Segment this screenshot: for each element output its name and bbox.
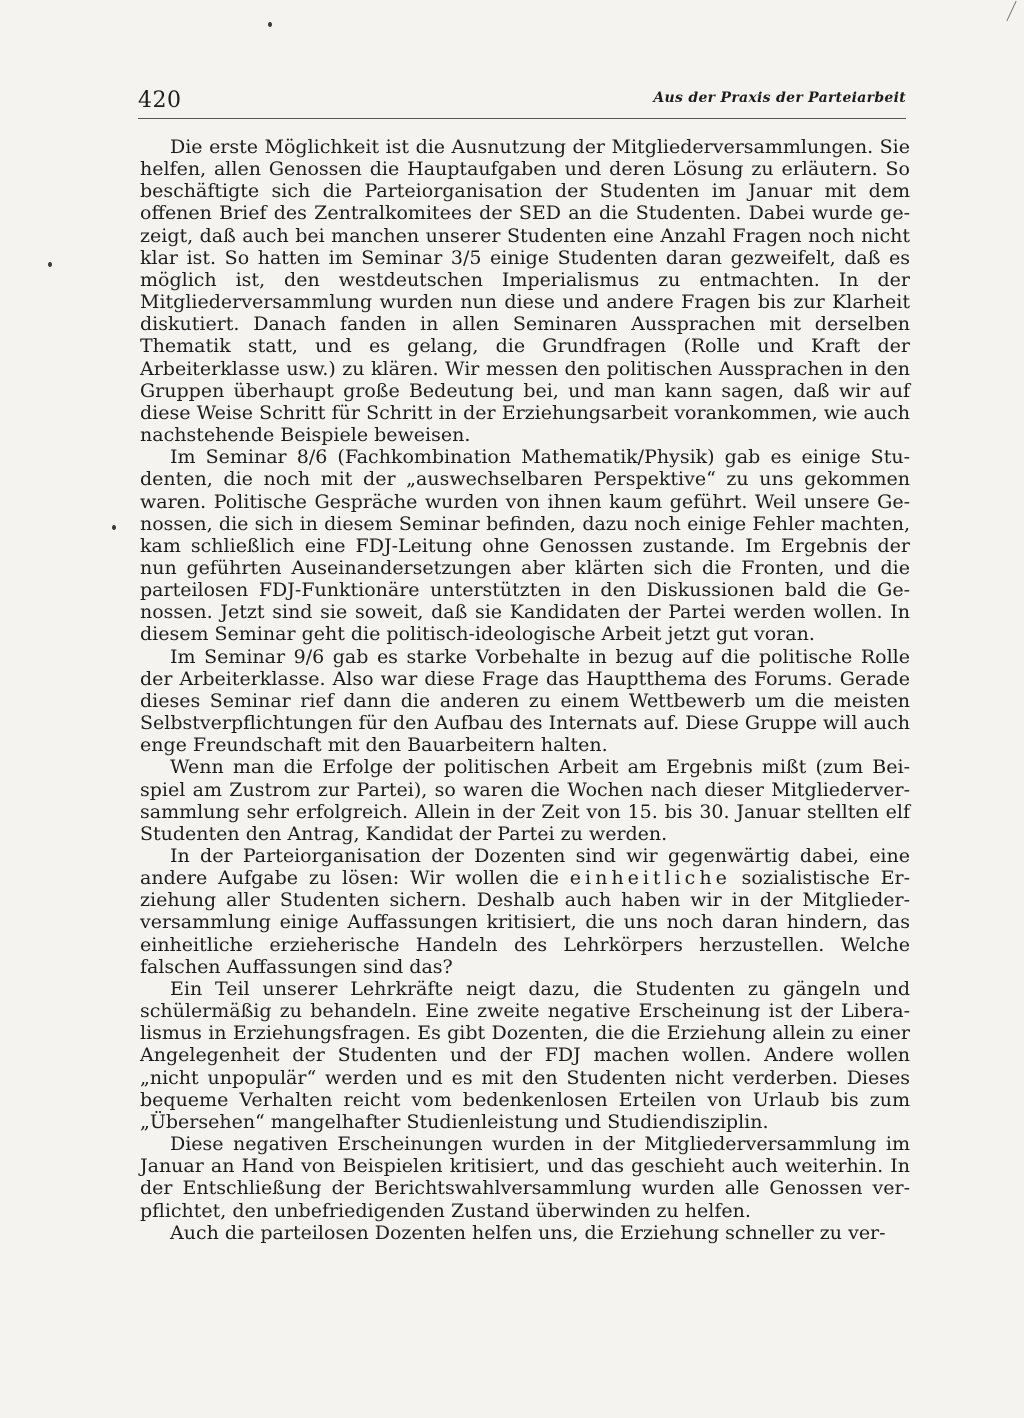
paragraph-5-start: In der Parteiorganisation der Dozenten sind wir gegenwärtig dabei, eine andere Aufgabe zu lösen: Wir wollen die [140,845,910,890]
scan-speck [268,22,272,27]
paragraph-1: Die erste Möglichkeit ist die Ausnutzung der Mitgliederversammlungen. Sie helfen, allen Genossen die Hauptaufgaben und deren Lösung zu erläutern. So beschäftigte sich die Parteiorganisation der Studenten im Januar mit dem offenen Brief des Zentralkomitees der SED an die Studenten. Dabei wurde gezeigt, daß auch bei manchen unserer Studenten eine Anzahl Fragen noch nicht klar ist. So hatten im Seminar 3/5 einige Studenten daran gezweifelt, daß es möglich ist, den westdeutschen Imperialismus zu entmachten. In der Mitgliederversammlung wurden nun diese und andere Fragen bis zur Klarheit diskutiert. Danach fanden in allen Seminaren Aussprachen mit derselben Thematik statt, und es gelang, die Grundfragen (Rolle und Kraft der Arbeiterklasse usw.) zu klären. Wir messen den politischen Aussprachen in den Gruppen überhaupt große Bedeutung bei, und man kann sagen, daß wir auf diese Weise Schritt für Schritt in der Erziehungsarbeit vorankommen, wie auch nachstehende Beispiele beweisen. [140,136,910,447]
paragraph-5-end: sozialistische Erziehung aller Studenten sichern. Deshalb auch haben wir in der Mitgliederversammlung einige Auffassungen kritisiert, die uns noch daran hindern, das einheitliche erzieherische Handeln des Lehrkörpers herzustellen. Welche falschen Auffassungen sind das? [140,867,911,978]
scan-speck [112,525,116,530]
scan-mark [1006,1,1016,21]
paragraph-6: Ein Teil unserer Lehrkräfte neigt dazu, die Studenten zu gängeln und schülermäßig zu behandeln. Eine zweite negative Erscheinung ist der Liberalismus in Erziehungsfragen. Es gibt Dozenten, die die Erziehung allein zu einer Angelegenheit der Studenten und der FDJ machen wollen. Andere wollen „nicht unpopulär“ werden und es mit den Studenten nicht verderben. Dieses bequeme Verhalten reicht vom bedenkenlosen Erteilen von Urlaub bis zum „Übersehen“ mangelhafter Studienleistung und Studiendisziplin. [140,977,910,1133]
scan-speck [48,262,52,267]
running-header: Aus der Praxis der Parteiarbeit [653,90,906,106]
paragraph-5 [140,845,910,978]
paragraph-8: Auch die parteilosen Dozenten helfen uns, die Erziehung schneller zu ver- [170,1221,886,1244]
spaced-emphasis: einheitliche [569,867,731,890]
paragraph-4: Wenn man die Erfolge der politischen Arbeit am Ergebnis mißt (zum Beispiel am Zustrom zur Partei), so waren die Wochen nach dieser Mitgliederversammlung sehr erfolgreich. Allein in der Zeit von 15. bis 30. Januar stellten elf Studenten den Antrag, Kandidat der Partei zu werden. [140,756,910,845]
paragraph-2: Im Seminar 8/6 (Fachkombination Mathematik/Physik) gab es einige Studenten, die noch mit der „auswechselbaren Perspektive“ zu uns gekommen waren. Politische Gespräche wurden von ihnen kaum geführt. Weil unsere Genossen, die sich in diesem Seminar befinden, dazu noch einige Fehler machten, kam schließlich eine FDJ-Leitung ohne Genossen zustande. Im Ergebnis der nun geführten Auseinandersetzungen aber klärten sich die Fronten, und die parteilosen FDJ-Funktionäre unterstützten in den Diskussionen bald die Genossen. Jetzt sind sie soweit, daß sie Kandidaten der Partei werden wollen. In diesem Seminar geht die politisch-ideologische Arbeit jetzt gut voran. [140,446,910,646]
body-text [140,136,910,1244]
page-number: 420 [138,88,182,113]
paragraph-3: Im Seminar 9/6 gab es starke Vorbehalte in bezug auf die politische Rolle der Arbeiterklasse. Also war diese Frage das Hauptthema des Forums. Gerade dieses Seminar rief dann die anderen zu einem Wettbewerb um die meisten Selbstverpflichtungen für den Aufbau des Internats auf. Diese Gruppe will auch enge Freundschaft mit den Bauarbeitern halten. [140,645,910,757]
paragraph-7: Diese negativen Erscheinungen wurden in der Mitgliederversammlung im Januar an Hand von Beispielen kritisiert, und das geschieht auch weiterhin. In der Entschließung der Berichtswahlversammlung wurden alle Genossen verpflichtet, den unbefriedigenden Zustand überwinden zu helfen. [140,1133,910,1222]
header-rule [138,118,906,119]
